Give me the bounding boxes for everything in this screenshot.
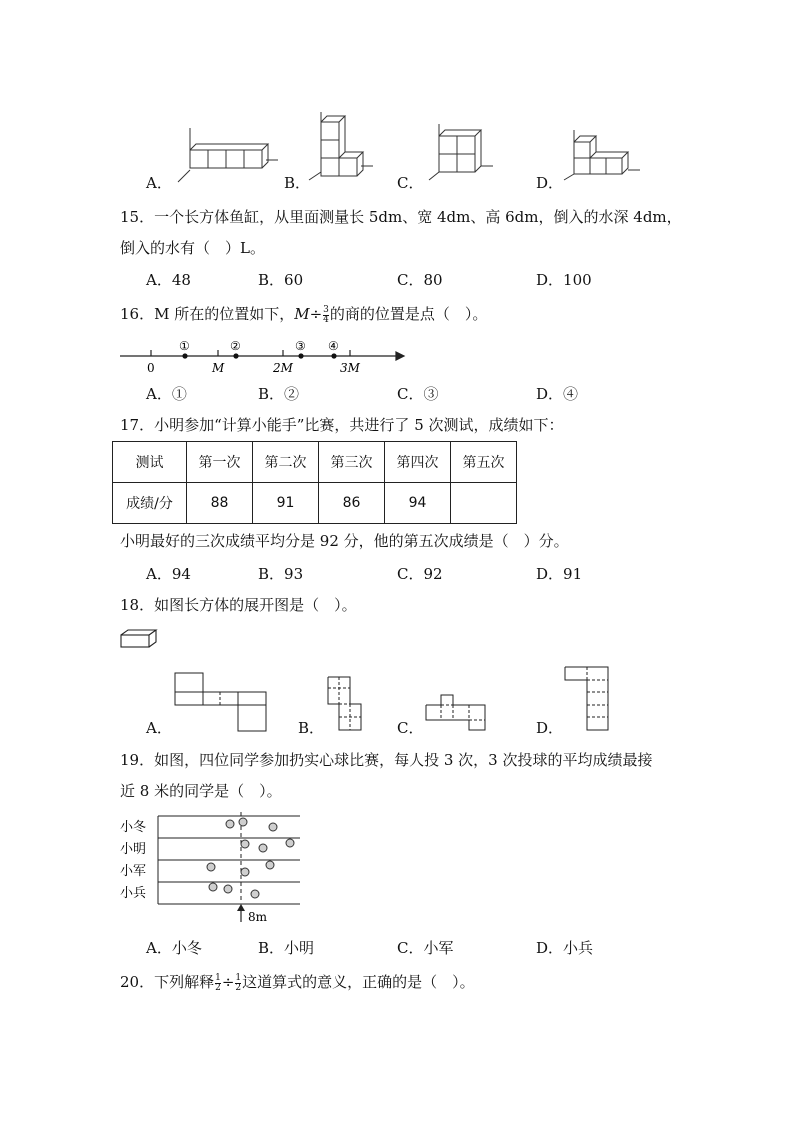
table-cell: 94 <box>385 483 451 524</box>
q19-option-c[interactable]: C．小军 <box>397 939 454 957</box>
q15-stem-line1: 15．一个长方体鱼缸，从里面测量长 5dm、宽 4dm、高 6dm，倒入的水深 4dm， <box>120 208 682 226</box>
q16-number-line <box>118 335 408 380</box>
nl-label-m: M <box>212 361 225 375</box>
table-cell: 88 <box>187 483 253 524</box>
q16-option-d[interactable]: D．④ <box>536 385 579 403</box>
q16-frac-den: 4 <box>323 314 329 325</box>
table-row-label: 成绩/分 <box>113 483 187 524</box>
chart-marker-8m: 8m <box>248 910 268 924</box>
nl-label-0: 0 <box>147 361 155 375</box>
q18-stem: 18．如图长方体的展开图是（ ）。 <box>120 596 357 614</box>
nl-label-2m: 2M <box>273 361 293 375</box>
q18-option-a[interactable]: A． <box>146 719 172 737</box>
q14-figure-d <box>562 128 647 188</box>
nl-label-3m: 3M <box>340 361 360 375</box>
q15-stem-line2: 倒入的水有（ ）L。 <box>120 239 265 257</box>
chart-label-xiaobing: 小兵 <box>120 886 147 901</box>
q20-prefix: 20．下列解释 <box>120 973 215 991</box>
q18-net-a <box>172 670 272 734</box>
table-header: 第二次 <box>253 442 319 483</box>
table-cell: 86 <box>319 483 385 524</box>
q18-option-b[interactable]: B． <box>298 719 325 737</box>
q20-fraction-2: $\frac{1}{2}$ <box>235 972 242 993</box>
q19-throw-chart <box>118 810 308 925</box>
q14-figure-a <box>170 120 280 190</box>
table-header: 第五次 <box>451 442 517 483</box>
nl-point-2: ② <box>230 339 241 353</box>
q18-option-d[interactable]: D． <box>536 719 564 737</box>
q16-option-c[interactable]: C．③ <box>397 385 439 403</box>
q16-stem <box>120 303 487 325</box>
table-header: 第四次 <box>385 442 451 483</box>
q18-net-d <box>562 664 612 734</box>
q16-var: M <box>294 305 310 323</box>
q16-prefix: 16．M 所在的位置如下， <box>120 305 295 323</box>
q19-option-b[interactable]: B．小明 <box>258 939 315 957</box>
q16-suffix: 的商的位置是点（ ）。 <box>329 305 488 323</box>
q15-option-d[interactable]: D．100 <box>536 271 592 289</box>
q19-stem-line2: 近 8 米的同学是（ ）。 <box>120 782 282 800</box>
table-row <box>113 483 517 524</box>
q14-option-d[interactable]: D． <box>536 174 564 192</box>
q19-option-a[interactable]: A．小冬 <box>146 939 202 957</box>
table-header: 第一次 <box>187 442 253 483</box>
q18-option-c[interactable]: C． <box>397 719 424 737</box>
q17-option-c[interactable]: C．92 <box>397 565 443 583</box>
table-cell: 91 <box>253 483 319 524</box>
table-header-row <box>113 442 517 483</box>
q16-option-a[interactable]: A．① <box>146 385 187 403</box>
q14-figure-c <box>425 120 505 190</box>
q16-fraction <box>323 306 329 325</box>
chart-label-xiaodong: 小冬 <box>120 820 147 835</box>
table-header: 测试 <box>113 442 187 483</box>
q16-frac-num: 3 <box>323 304 329 315</box>
q20-fraction-1: $\frac{1}{2}$ <box>215 972 221 993</box>
q17-option-a[interactable]: A．94 <box>146 565 191 583</box>
q17-option-d[interactable]: D．91 <box>536 565 583 583</box>
chart-label-xiaojun: 小军 <box>120 864 147 879</box>
q17-score-table <box>112 441 517 524</box>
q14-option-b[interactable]: B． <box>284 174 311 192</box>
q17-option-b[interactable]: B．93 <box>258 565 304 583</box>
q16-option-b[interactable]: B．② <box>258 385 300 403</box>
nl-point-3: ③ <box>295 339 306 353</box>
q18-net-b <box>325 674 365 734</box>
chart-label-xiaoming: 小明 <box>120 842 147 857</box>
q20-op: ÷ <box>221 973 235 991</box>
q14-option-a[interactable]: A． <box>146 174 172 192</box>
q17-question: 小明最好的三次成绩平均分是 92 分，他的第五次成绩是（ ）分。 <box>120 532 569 550</box>
nl-point-4: ④ <box>328 339 339 353</box>
q19-option-d[interactable]: D．小兵 <box>536 939 594 957</box>
q20-suffix: 这道算式的意义，正确的是（ ）。 <box>242 973 475 991</box>
cuboid-figure <box>118 628 158 650</box>
q20-stem <box>120 971 475 993</box>
q14-figure-b <box>305 108 385 188</box>
q17-stem: 17．小明参加“计算小能手”比赛，共进行了 5 次测试，成绩如下： <box>120 416 564 434</box>
q18-net-c <box>423 692 489 734</box>
q14-option-c[interactable]: C． <box>397 174 424 192</box>
q15-option-a[interactable]: A．48 <box>146 271 191 289</box>
nl-point-1: ① <box>179 339 190 353</box>
q19-stem-line1: 19．如图，四位同学参加扔实心球比赛，每人投 3 次，3 次投球的平均成绩最接 <box>120 751 653 769</box>
table-header: 第三次 <box>319 442 385 483</box>
q15-option-c[interactable]: C．80 <box>397 271 443 289</box>
q16-op: ÷ <box>309 305 323 323</box>
q15-option-b[interactable]: B．60 <box>258 271 304 289</box>
table-cell <box>451 483 517 524</box>
